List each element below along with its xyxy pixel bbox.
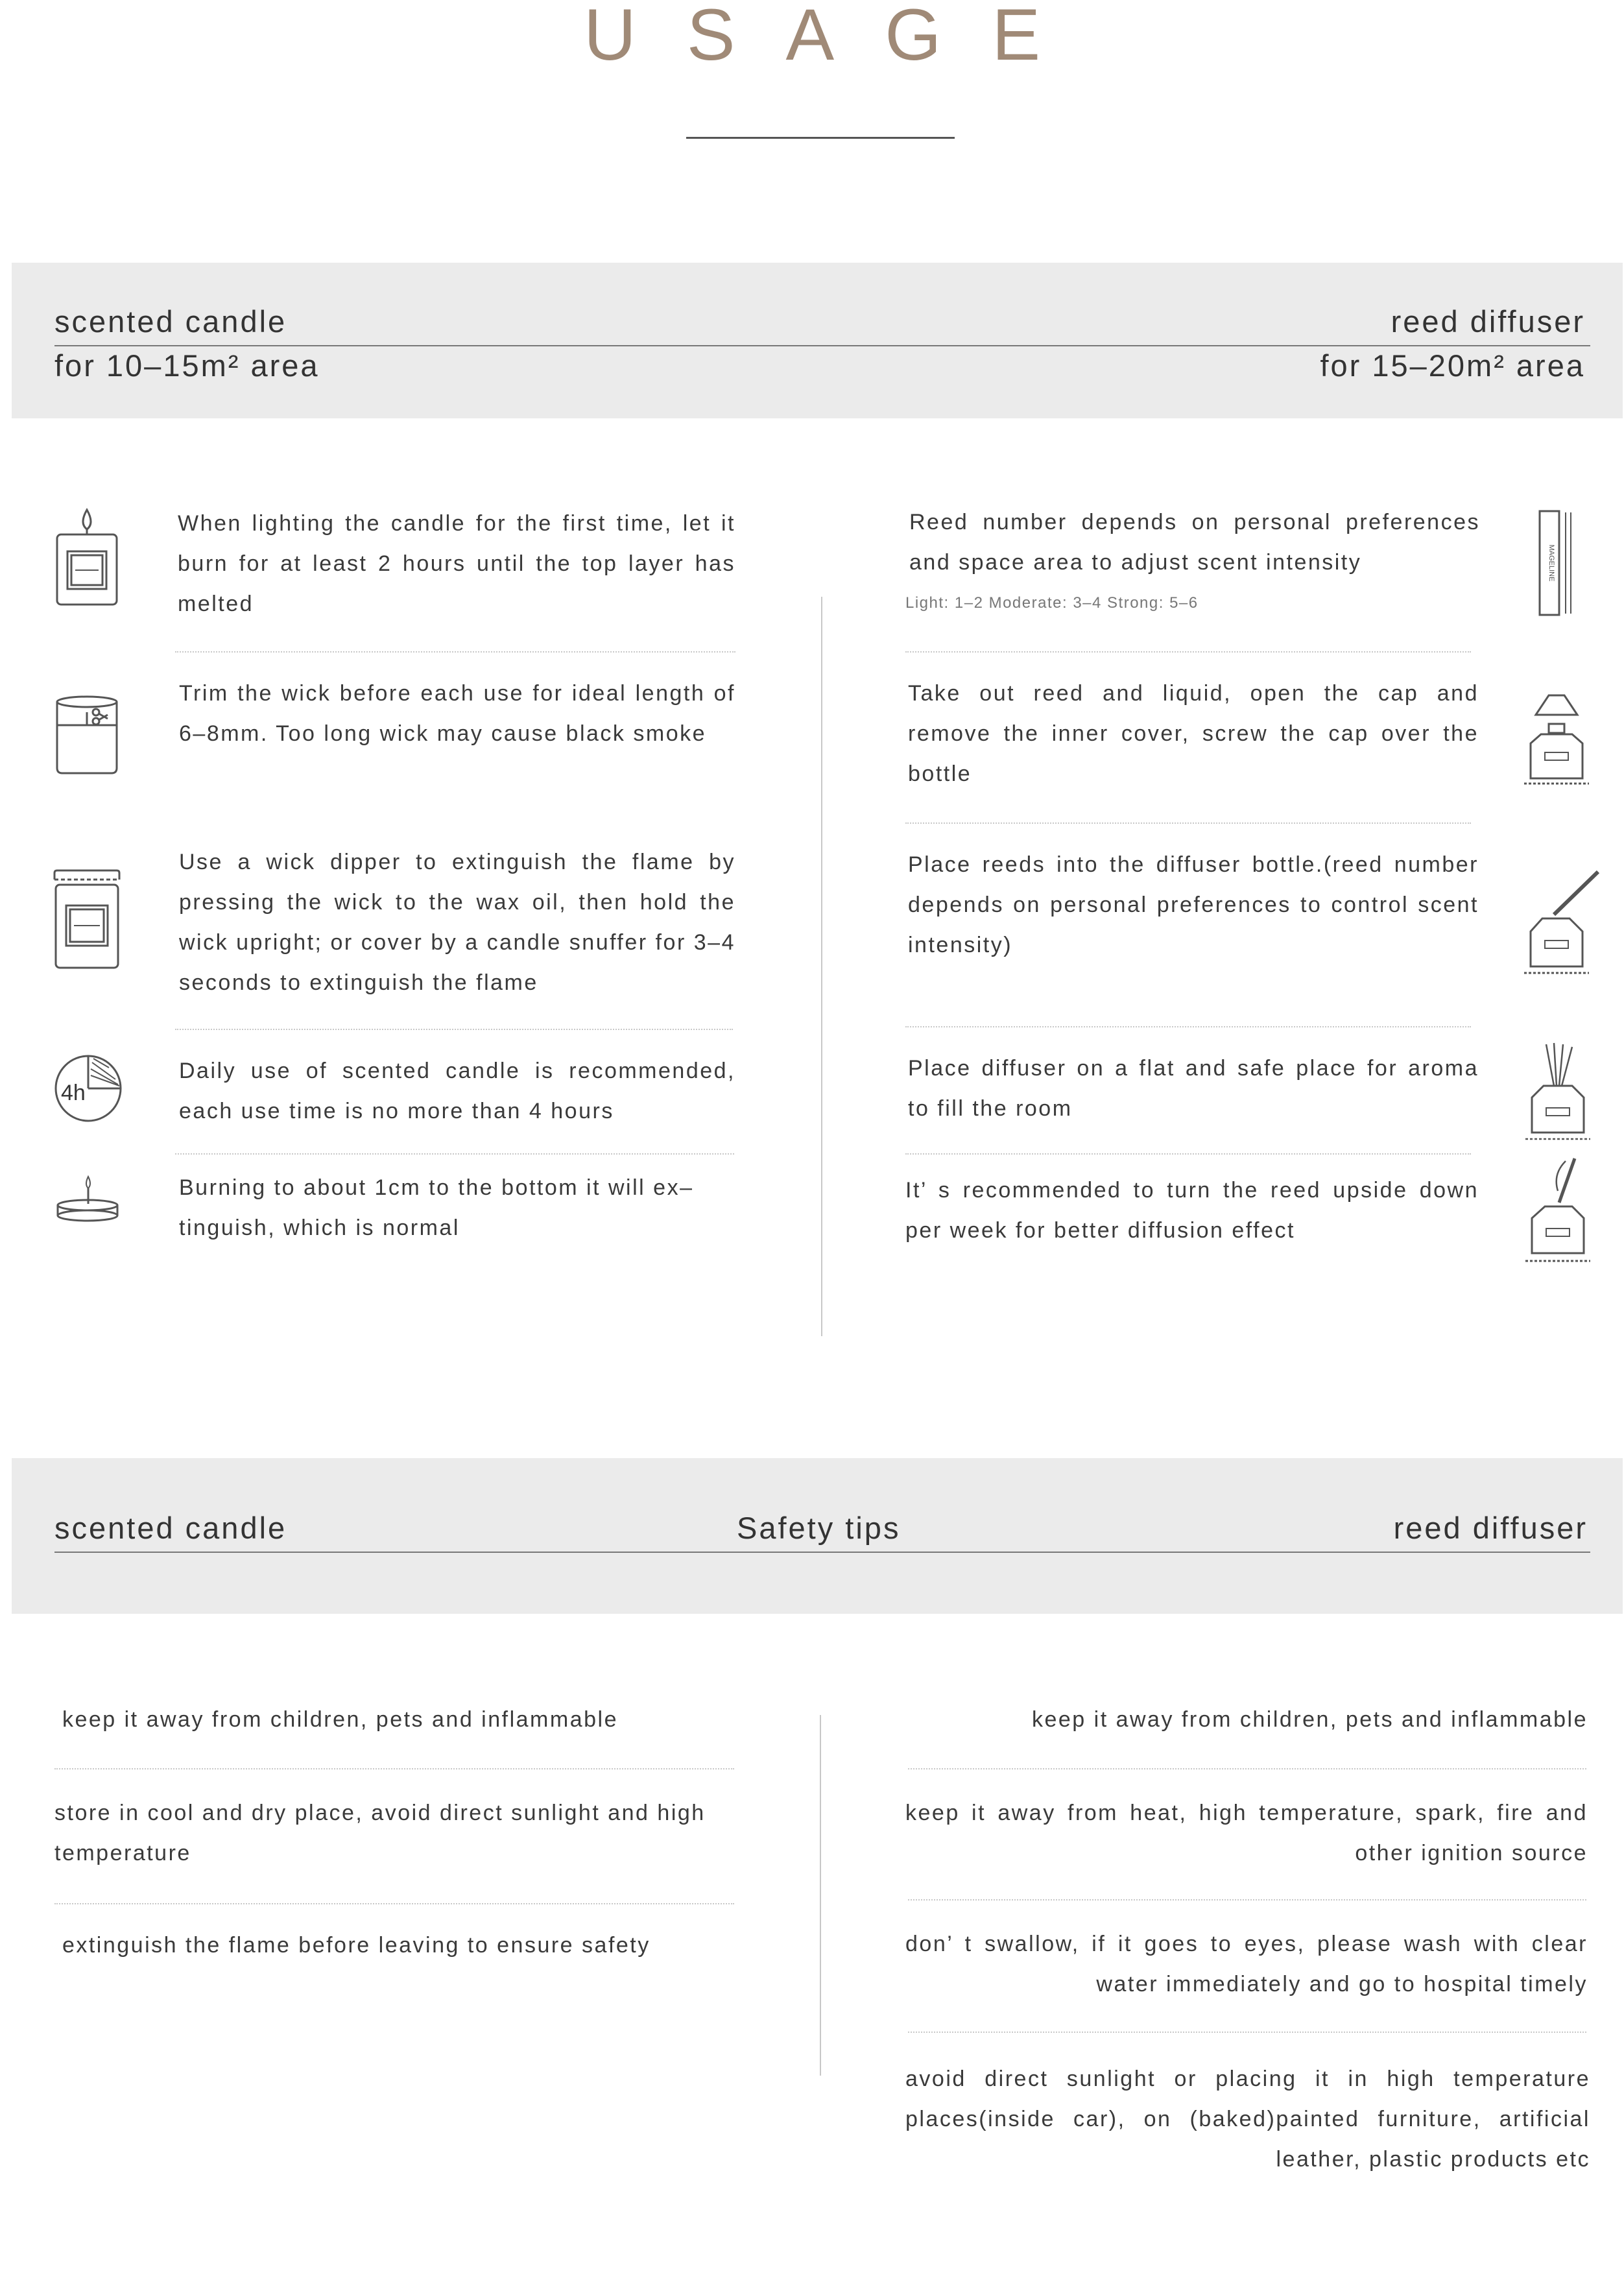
- candle-lid-icon: [52, 868, 122, 972]
- candle-step-3: Use a wick dipper to extinguish the flame by pressing the wick to the wax oil, then hold the wick upright; or cover by a candle snuffer for 3–4 seconds to extinguish the flame: [179, 850, 735, 995]
- safety-header-rule: [54, 1552, 1590, 1553]
- safety-diffuser-header: reed diffuser: [1393, 1511, 1588, 1545]
- page-title: USAGE: [583, 0, 1092, 75]
- candle-step-divider: [175, 651, 735, 653]
- safety-candle-header: scented candle: [54, 1511, 287, 1545]
- diffuser-safety-tip-2: keep it away from heat, high temperature, spark, fire and other ignition source: [905, 1801, 1588, 1865]
- candle-safety-tip-1: keep it away from children, pets and inflammable: [54, 1707, 618, 1732]
- diffuser-step-1: Reed number depends on personal preferences and space area to adjust scent intensity: [909, 510, 1480, 575]
- diffuser-safety-divider: [908, 1768, 1586, 1769]
- title-underline: [686, 137, 955, 139]
- diffuser-safety-tip-1: keep it away from children, pets and inflammable: [1031, 1707, 1588, 1732]
- diffuser-area: for 15–20m² area: [1320, 348, 1585, 383]
- diffuser-step-5: It’ s recommended to turn the reed upside down per week for better diffusion effect: [905, 1178, 1479, 1243]
- clock-icon-label: 4h: [61, 1081, 86, 1105]
- safety-column-divider: [820, 1715, 821, 2076]
- candle-step-2: Trim the wick before each use for ideal length of 6–8mm. Too long wick may cause black smoke: [179, 681, 735, 746]
- diffuser-step-4: Place diffuser on a flat and safe place for aroma to fill the room: [908, 1056, 1479, 1121]
- candle-safety-divider: [54, 1903, 734, 1904]
- candle-safety-tip-2: store in cool and dry place, avoid direct sunlight and high temperature: [54, 1801, 706, 1865]
- candle-bottom-icon: [54, 1174, 121, 1225]
- usage-column-divider: [821, 597, 822, 1336]
- diffuser-step-1-note: Light: 1–2 Moderate: 3–4 Strong: 5–6: [905, 594, 1199, 612]
- diffuser-step-3: Place reeds into the diffuser bottle.(reed number depends on personal preferences to control scent intensity): [908, 852, 1479, 957]
- diffuser-safety-divider: [908, 1899, 1586, 1900]
- usage-header-band: [12, 263, 1623, 418]
- diffuser-safety-tip-4: avoid direct sunlight or placing it in high temperature places(inside car), on (baked)painted furniture, artificial leather, plastic products etc: [905, 2067, 1590, 2172]
- svg-text:MAGELINE: MAGELINE: [1547, 544, 1555, 582]
- reed-box-icon: [1537, 509, 1575, 617]
- candle-step-1: When lighting the candle for the first time, let it burn for at least 2 hours until the top layer has melted: [178, 511, 735, 616]
- candle-step-divider: [175, 1029, 733, 1030]
- diffuser-step-divider: [905, 1026, 1471, 1027]
- diffuser-reeds-icon: [1520, 1040, 1595, 1144]
- diffuser-safety-divider: [908, 2032, 1586, 2033]
- candle-step-5: Burning to about 1cm to the bottom it will ex–tinguish, which is normal: [179, 1175, 694, 1240]
- diffuser-step-divider: [905, 1153, 1471, 1155]
- safety-title: Safety tips: [737, 1511, 901, 1545]
- candle-jar-flame-icon: [53, 506, 121, 610]
- diffuser-step-divider: [905, 822, 1471, 824]
- candle-area: for 10–15m² area: [54, 348, 320, 383]
- diffuser-header: reed diffuser: [1391, 304, 1585, 339]
- usage-header-rule: [54, 345, 1590, 346]
- diffuser-step-2: Take out reed and liquid, open the cap and remove the inner cover, screw the cap over the bottle: [908, 681, 1479, 786]
- candle-safety-tip-3: extinguish the flame before leaving to ensure safety: [54, 1933, 651, 1958]
- wick-trim-scissors-icon: [53, 693, 121, 776]
- diffuser-reed-flip-icon: [1520, 1155, 1595, 1267]
- diffuser-safety-tip-3: don’ t swallow, if it goes to eyes, please wash with clear water immediately and go to hospital timely: [905, 1932, 1588, 1996]
- diffuser-cap-icon: [1518, 691, 1595, 790]
- candle-step-divider: [175, 1153, 734, 1155]
- diffuser-step-divider: [905, 651, 1471, 653]
- candle-header: scented candle: [54, 304, 287, 339]
- candle-safety-divider: [54, 1768, 734, 1769]
- candle-step-4: Daily use of scented candle is recommended, each use time is no more than 4 hours: [179, 1059, 735, 1123]
- diffuser-reed-insert-icon: [1518, 869, 1602, 978]
